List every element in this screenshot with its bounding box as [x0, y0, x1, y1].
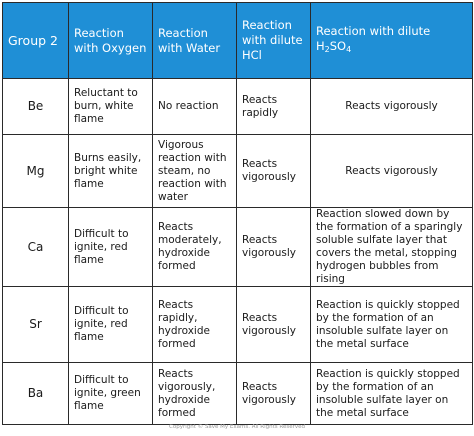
water-cell: Vigorous reaction with steam, no reaction with water: [153, 135, 237, 208]
element-cell: Be: [3, 79, 69, 135]
group2-reactions-table: [2, 2, 473, 425]
reactions-table-container: [2, 2, 472, 425]
h2so4-cell: Reacts vigorously: [311, 135, 473, 208]
table-row-be: [3, 79, 473, 135]
element-cell: Ca: [3, 208, 69, 287]
hcl-cell: Reacts rapidly: [237, 79, 311, 135]
water-cell: No reaction: [153, 79, 237, 135]
header-h2so4: [311, 3, 473, 79]
header-hcl: Reaction with dilute HCl: [237, 3, 311, 79]
table-row-mg: [3, 135, 473, 208]
water-cell: Reacts rapidly, hydroxide formed: [153, 287, 237, 363]
h2so4-cell: Reaction is quickly stopped by the formation of an insoluble sulfate layer on the metal surface: [311, 287, 473, 363]
oxygen-cell: Difficult to ignite, red flame: [69, 208, 153, 287]
header-h2so4-sub2: 4: [346, 45, 352, 54]
h2so4-cell: Reacts vigorously: [311, 79, 473, 135]
element-cell: Ba: [3, 363, 69, 425]
water-cell: Reacts vigorously, hydroxide formed: [153, 363, 237, 425]
oxygen-cell: Burns easily, bright white flame: [69, 135, 153, 208]
header-group: Group 2: [3, 3, 69, 79]
table-row-sr: [3, 287, 473, 363]
hcl-cell: Reacts vigorously: [237, 363, 311, 425]
header-h2so4-sub1: 2: [324, 45, 330, 54]
h2so4-cell: Reaction is quickly stopped by the formation of an insoluble sulfate layer on the metal surface: [311, 363, 473, 425]
hcl-cell: Reacts vigorously: [237, 135, 311, 208]
water-cell: Reacts moderately, hydroxide formed: [153, 208, 237, 287]
oxygen-cell: Difficult to ignite, red flame: [69, 287, 153, 363]
hcl-cell: Reacts vigorously: [237, 208, 311, 287]
hcl-cell: Reacts vigorously: [237, 287, 311, 363]
element-cell: Sr: [3, 287, 69, 363]
header-h2so4-prefix: Reaction with dilute H: [316, 24, 431, 53]
element-cell: Mg: [3, 135, 69, 208]
copyright-footer: Copyright © Save My Exams. All Rights Reserved: [169, 424, 305, 430]
header-row: [3, 3, 473, 79]
header-water: Reaction with Water: [153, 3, 237, 79]
oxygen-cell: Difficult to ignite, green flame: [69, 363, 153, 425]
header-oxygen: Reaction with Oxygen: [69, 3, 153, 79]
table-row-ca: [3, 208, 473, 287]
header-h2so4-mid: SO: [329, 39, 347, 53]
oxygen-cell: Reluctant to burn, white flame: [69, 79, 153, 135]
table-row-ba: [3, 363, 473, 425]
h2so4-cell: Reaction slowed down by the formation of a sparingly soluble sulfate layer that covers the metal, stopping hydrogen bubbles from rising: [311, 208, 473, 287]
